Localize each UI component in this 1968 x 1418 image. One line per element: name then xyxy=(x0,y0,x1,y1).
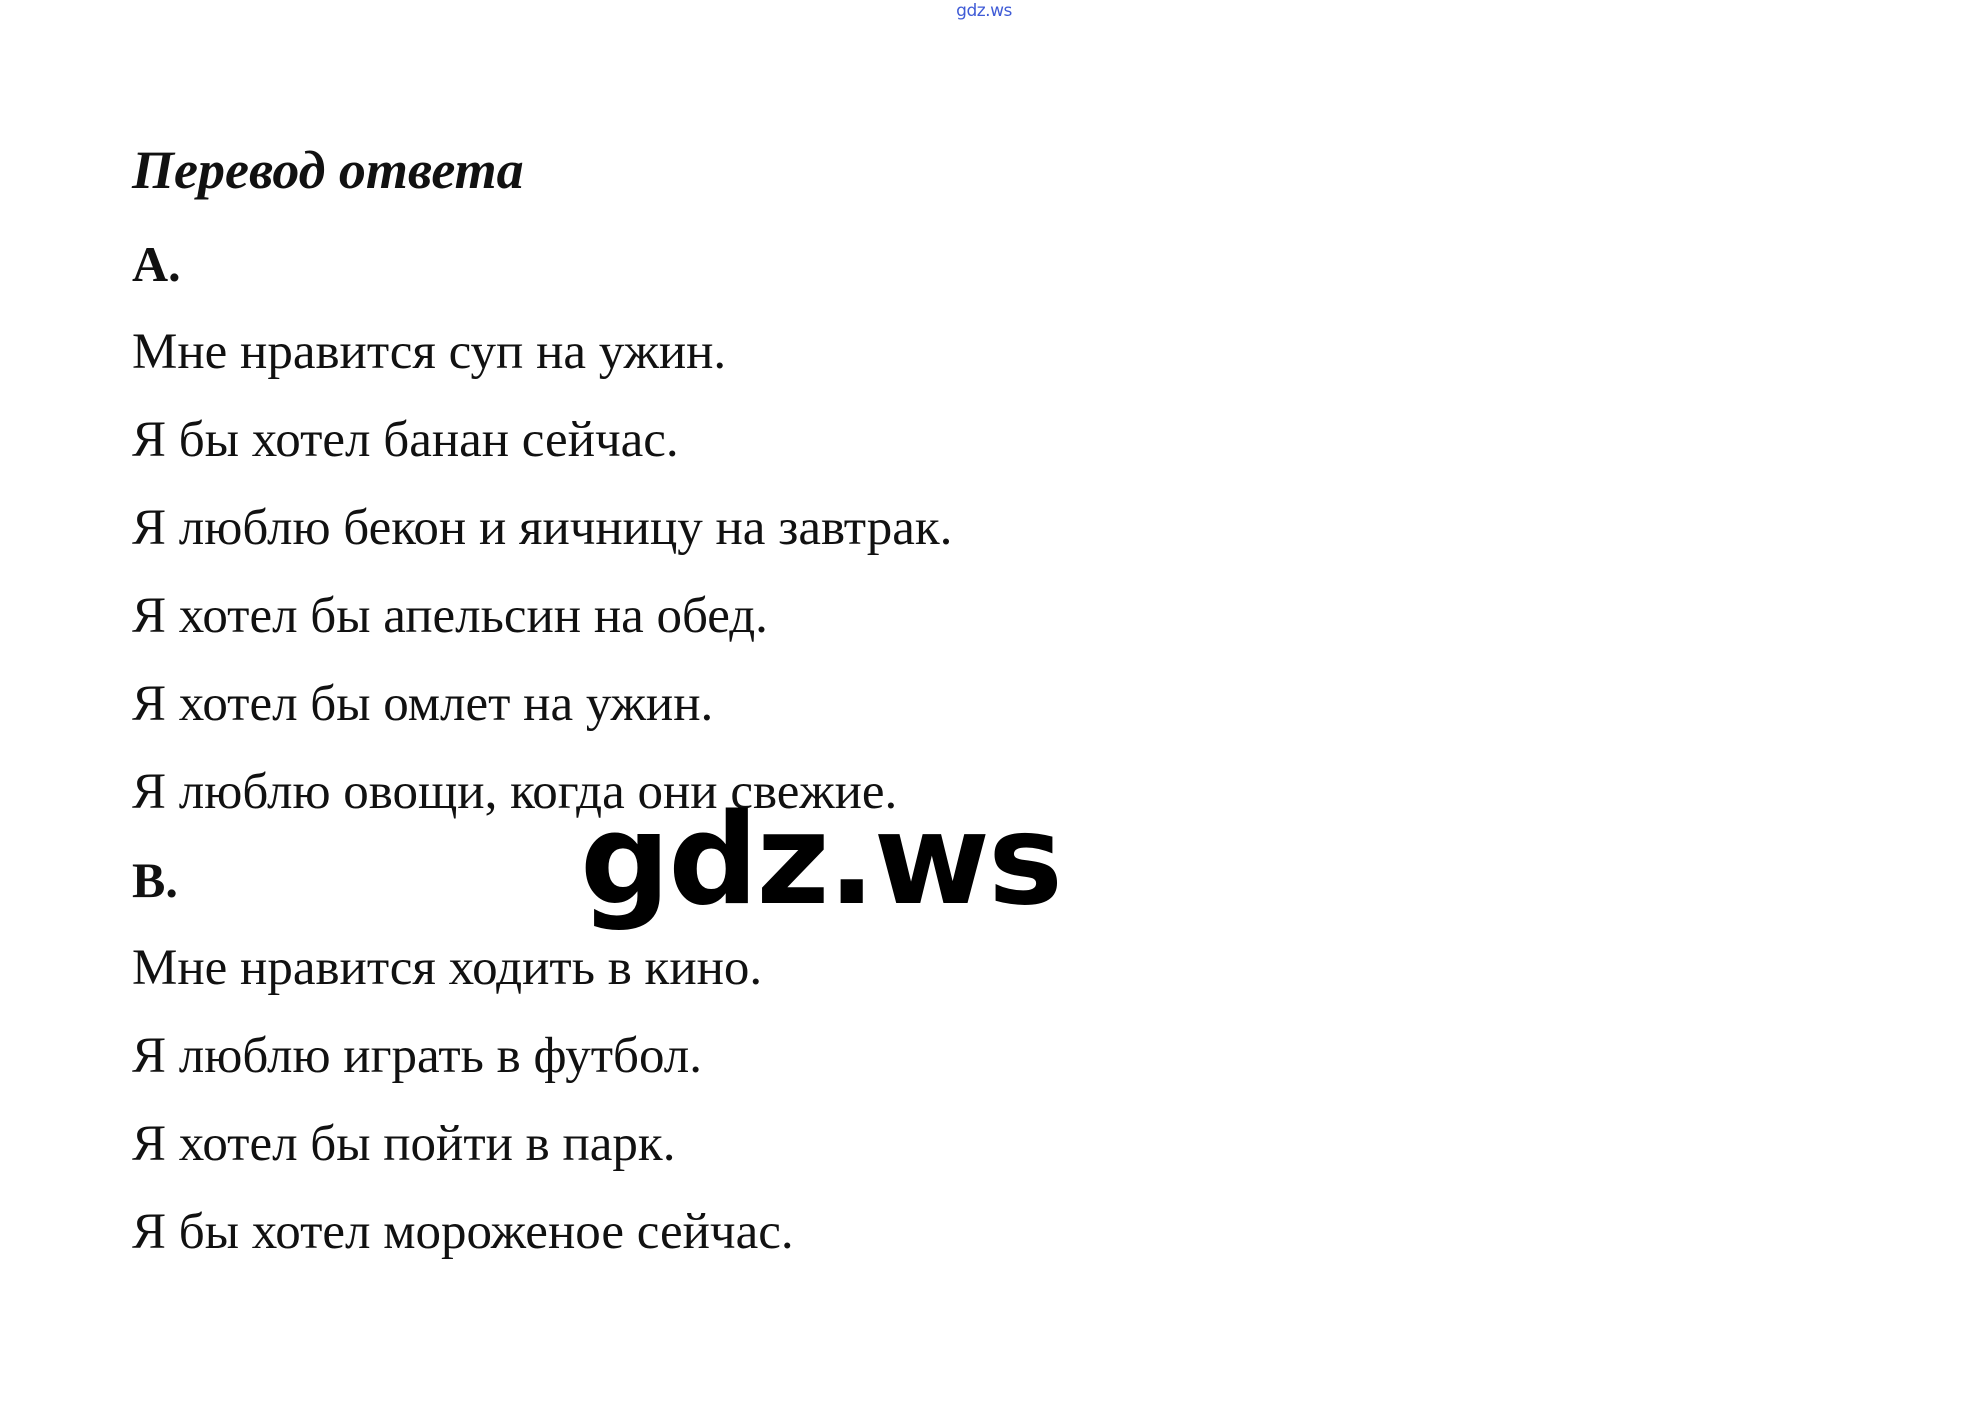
watermark: gdz.ws xyxy=(580,786,1061,933)
section-label: B. xyxy=(132,852,178,908)
sentence-line: Я хотел бы апельсин на обед. xyxy=(132,588,768,644)
section-label: A. xyxy=(132,236,181,292)
site-mark: gdz.ws xyxy=(956,1,1012,21)
sentence-line: Я хотел бы омлет на ужин. xyxy=(132,676,714,732)
sentence-line: Я люблю овощи, когда они свежие. xyxy=(132,764,898,820)
page-title: Перевод ответа xyxy=(132,140,524,200)
sentence-line: Мне нравится суп на ужин. xyxy=(132,324,727,380)
sentence-line: Я бы хотел банан сейчас. xyxy=(132,412,679,468)
sentence-line: Мне нравится ходить в кино. xyxy=(132,940,763,996)
sentence-line: Я хотел бы пойти в парк. xyxy=(132,1116,676,1172)
sentence-line: Я бы хотел мороженое сейчас. xyxy=(132,1204,794,1260)
sentence-line: Я люблю бекон и яичницу на завтрак. xyxy=(132,500,953,556)
sentence-line: Я люблю играть в футбол. xyxy=(132,1028,702,1084)
section-a xyxy=(132,220,1732,836)
document-content xyxy=(132,134,1732,1276)
